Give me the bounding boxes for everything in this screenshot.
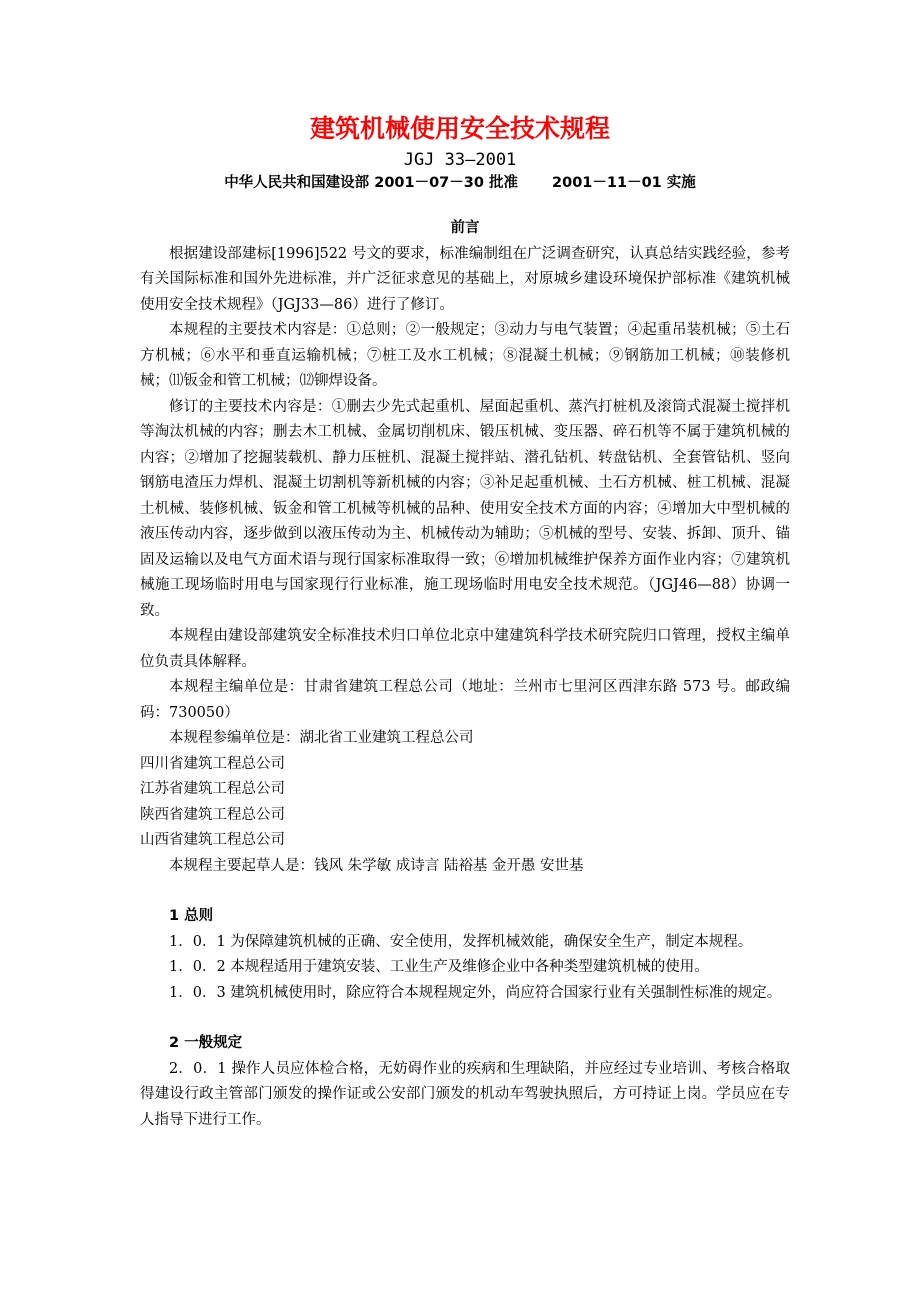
- clause: 1．0．2 本规程适用于建筑安装、工业生产及维修企业中各种类型建筑机械的使用。: [169, 959, 709, 975]
- preface-paragraph: 根据建设部建标[1996]522 号文的要求，标准编制组在广泛调查研究，认真总结实践经验，参考有关国际标准和国外先进标准，并广泛征求意见的基础上，对原城乡建设环境保护部标准《建筑机械使用安全技术规程》（JGJ33—86）进行了修订。: [140, 245, 790, 313]
- drafters-line: 本规程主要起草人是：钱风 朱学敏 成诗言 陆裕基 金开愚 安世基: [169, 857, 584, 874]
- section-spacer: [140, 1006, 790, 1031]
- section-spacer: [140, 879, 790, 904]
- preface-paragraph: 修订的主要技术内容是：①删去少先式起重机、屋面起重机、蒸汽打桩机及滚筒式混凝土搅拌机等淘汰机械的内容；删去木工机械、金属切削机床、锻压机械、变压器、碎石机等不属于建筑机械的内容；②增加了挖掘装载机、静力压桩机、混凝土搅拌站、潜孔钻机、转盘钻机、全套管钻机、竖向钢筋电渣压力焊机、混凝土切割机等新机械的内容；③补足起重机械、土石方机械、桩工机械、混凝土机械、装修机械、钣金和管工机械等机械的品种、使用安全技术方面的内容；④增加大中型机械的液压传动内容，逐步做到以液压传动为主、机械传动为辅助；⑤机械的型号、安装、拆卸、顶升、锚固及运输以及电气方面术语与现行国家标准取得一致；⑥增加机械维护保养方面作业内容；⑦建筑机械施工现场临时用电与国家现行行业标准，施工现场临时用电安全技术规范。（JGJ46—88）协调一致。: [140, 398, 790, 619]
- chapter-2-heading: 2 一般规定: [169, 1035, 243, 1051]
- preface-paragraph: 本规程参编单位是：湖北省工业建筑工程总公司: [169, 730, 474, 746]
- preface-paragraph: 本规程由建设部建筑安全标准技术归口单位北京中建建筑科学技术研究院归口管理，授权主编单位负责具体解释。: [140, 628, 790, 670]
- clause: 1．0．1 为保障建筑机械的正确、安全使用，发挥机械效能，确保安全生产，制定本规程。: [169, 933, 753, 950]
- approval-line: 中华人民共和国建设部 2001－07－30 批准 2001－11－01 实施: [224, 175, 696, 191]
- standard-code: JGJ 33—2001: [403, 150, 517, 170]
- document-title: 建筑机械使用安全技术规程: [309, 114, 610, 143]
- co-editor-line: 江苏省建筑工程总公司: [140, 781, 285, 797]
- document-body: [140, 216, 790, 1133]
- preface-paragraph: 本规程主编单位是：甘肃省建筑工程总公司（地址：兰州市七里河区西津东路 573 号。邮政编码：730050）: [140, 679, 790, 721]
- clause: 1．0．3 建筑机械使用时，除应符合本规程规定外，尚应符合国家行业有关强制性标准的规定。: [169, 984, 782, 1001]
- clause: 2．0．1 操作人员应体检合格，无妨碍作业的疾病和生理缺陷，并应经过专业培训、考核合格取得建设行政主管部门颁发的操作证或公安部门颁发的机动车驾驶执照后，方可持证上岗。学员应在专人指导下进行工作。: [140, 1060, 790, 1128]
- co-editor-line: 四川省建筑工程总公司: [140, 755, 285, 772]
- preface-heading: 前言: [450, 220, 480, 236]
- preface-paragraph: 本规程的主要技术内容是：①总则；②一般规定；③动力与电气装置；④起重吊装机械；⑤土石方机械；⑥水平和垂直运输机械；⑦桩工及水工机械；⑧混凝土机械；⑨钢筋加工机械；⑩装修机械；⑾钣金和管工机械；⑿铆焊设备。: [140, 322, 790, 389]
- co-editor-line: 陕西省建筑工程总公司: [140, 806, 285, 823]
- chapter-1-heading: 1 总则: [169, 908, 214, 924]
- co-editor-line: 山西省建筑工程总公司: [140, 832, 285, 848]
